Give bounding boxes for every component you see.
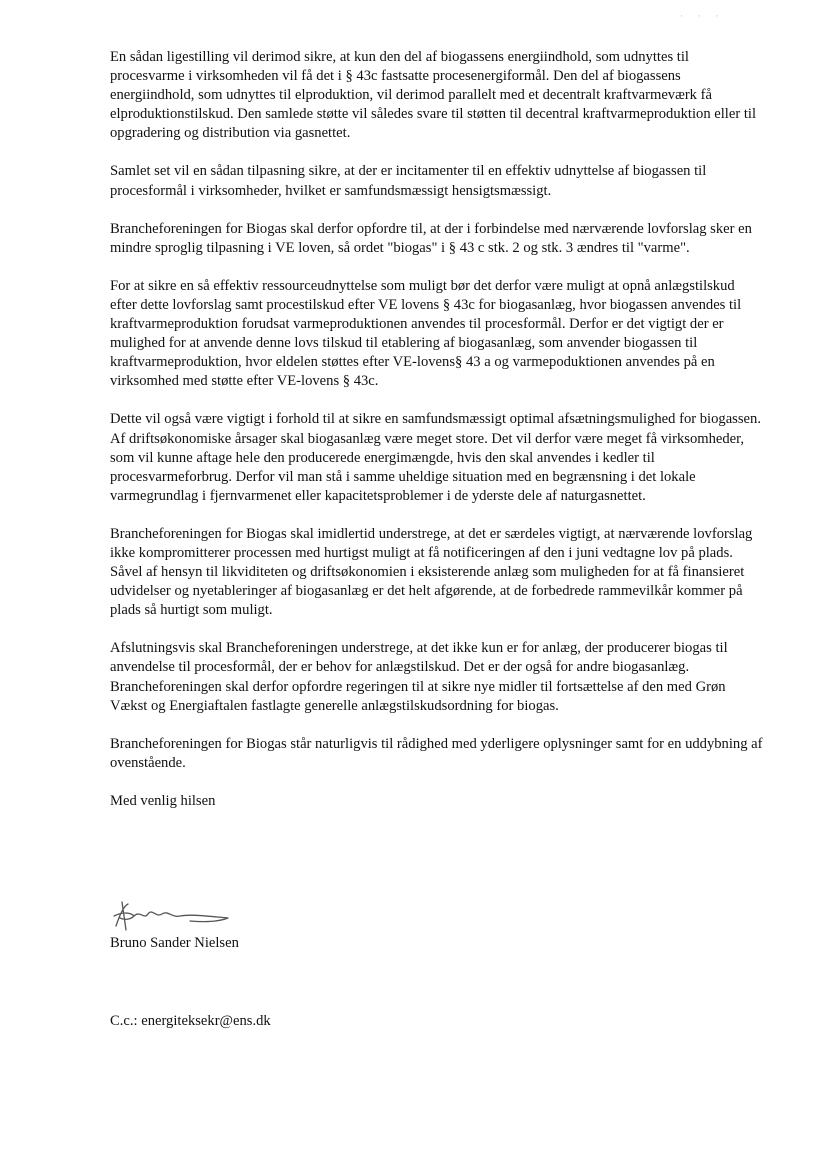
letter-body — [110, 48, 764, 811]
scan-mark: · · · — [680, 12, 725, 22]
paragraph-4: For at sikre en så effektiv ressourceudnyttelse som muligt bør det derfor være muligt at opnå anlægstilskud efter dette lovforslag samt procestilskud efter VE lovens § 43c for biogasanlæg, hvor biogassen anvendes til kraftvarmeproduktion forudsat varmeproduktionen anvendes til procesformål. Derfor er det vigtigt der er mulighed for at anvende denne lovs tilskud til etablering af biogasanlæg, som anvender biogassen til kraftvarmeproduktion, hvor eldelen støttes efter VE-lovens§ 43 a og varmepoduktionen anvendes på en virksomhed med støtte efter VE-lovens § 43c. — [110, 277, 742, 390]
cc-line: C.c.: energiteksekr@ens.dk — [110, 1013, 271, 1029]
paragraph-5: Dette vil også være vigtigt i forhold til at sikre en samfundsmæssigt optimal afsætningsmulighed for biogassen. Af driftsøkonomiske årsager skal biogasanlæg være meget store. Det vil derfor være meget få virksomheder, som vil kunne aftage hele den producerede energimængde, hvis den skal anvendes i kedler til procesvarmeforbrug. Derfor vil man stå i samme uheldige situation med en begrænsning i det lokale varmegrundlag i fjernvarmenet eller kapacitetsproblemer i de yderste dele af naturgasnettet. — [110, 411, 761, 504]
paragraph-6: Brancheforeningen for Biogas skal imidlertid understrege, at det er særdeles vigtigt, at nærværende lovforslag ikke kompromitterer processen med hurtigst muligt at få notificeringen af den i juni vedtagne lov på plads. Såvel af hensyn til likviditeten og driftsøkonomien i eksisterende anlæg som muligheden for at få finansieret udvidelser og nyetableringer af biogasanlæg er det helt afgørende, at de forbedrede rammevilkår kommer på plads så hurtigt som muligt. — [110, 525, 753, 619]
paragraph-2: Samlet set vil en sådan tilpasning sikre, at der er incitamenter til en effektiv udnyttelse af biogassen til procesformål i virksomheder, hvilket er samfundsmæssigt hensigtsmæssigt. — [110, 163, 707, 199]
paragraph-8: Brancheforeningen for Biogas står naturligvis til rådighed med yderligere oplysninger samt for en uddybning af ovenstående. — [110, 735, 763, 771]
paragraph-7: Afslutningsvis skal Brancheforeningen understrege, at det ikke kun er for anlæg, der producerer biogas til anvendelse til procesformål, der er behov for anlægstilskud. Det er der også for andre biogasanlæg. Brancheforeningen skal derfor opfordre regeringen til at sikre nye midler til fortsættelse af den med Grøn Vækst og Energiaftalen fastlagte generelle anlægstilskudsordning for biogas. — [110, 640, 728, 714]
handwritten-signature — [110, 896, 240, 936]
paragraph-3: Brancheforeningen for Biogas skal derfor opfordre til, at der i forbindelse med nærværende lovforslag sker en mindre sproglig tilpasning i VE loven, så ordet "biogas" i § 43 c stk. 2 og stk. 3 ændres til "varme". — [110, 220, 752, 256]
closing-salutation: Med venlig hilsen — [110, 792, 216, 809]
signer-name: Bruno Sander Nielsen — [110, 935, 239, 951]
paragraph-1: En sådan ligestilling vil derimod sikre, at kun den del af biogassens energiindhold, som udnyttes til procesvarme i virksomheden vil få det i § 43c fastsatte procesenergiformål. Den del af biogassens energiindhold, som udnyttes til elproduktion, vil derimod parallelt med et decentralt kraftvarmeværk få elproduktionstilskud. Den samlede støtte vil således svare til støtten til decentral kraftvarmeproduktion eller til opgradering og distribution via gasnettet. — [110, 49, 757, 142]
